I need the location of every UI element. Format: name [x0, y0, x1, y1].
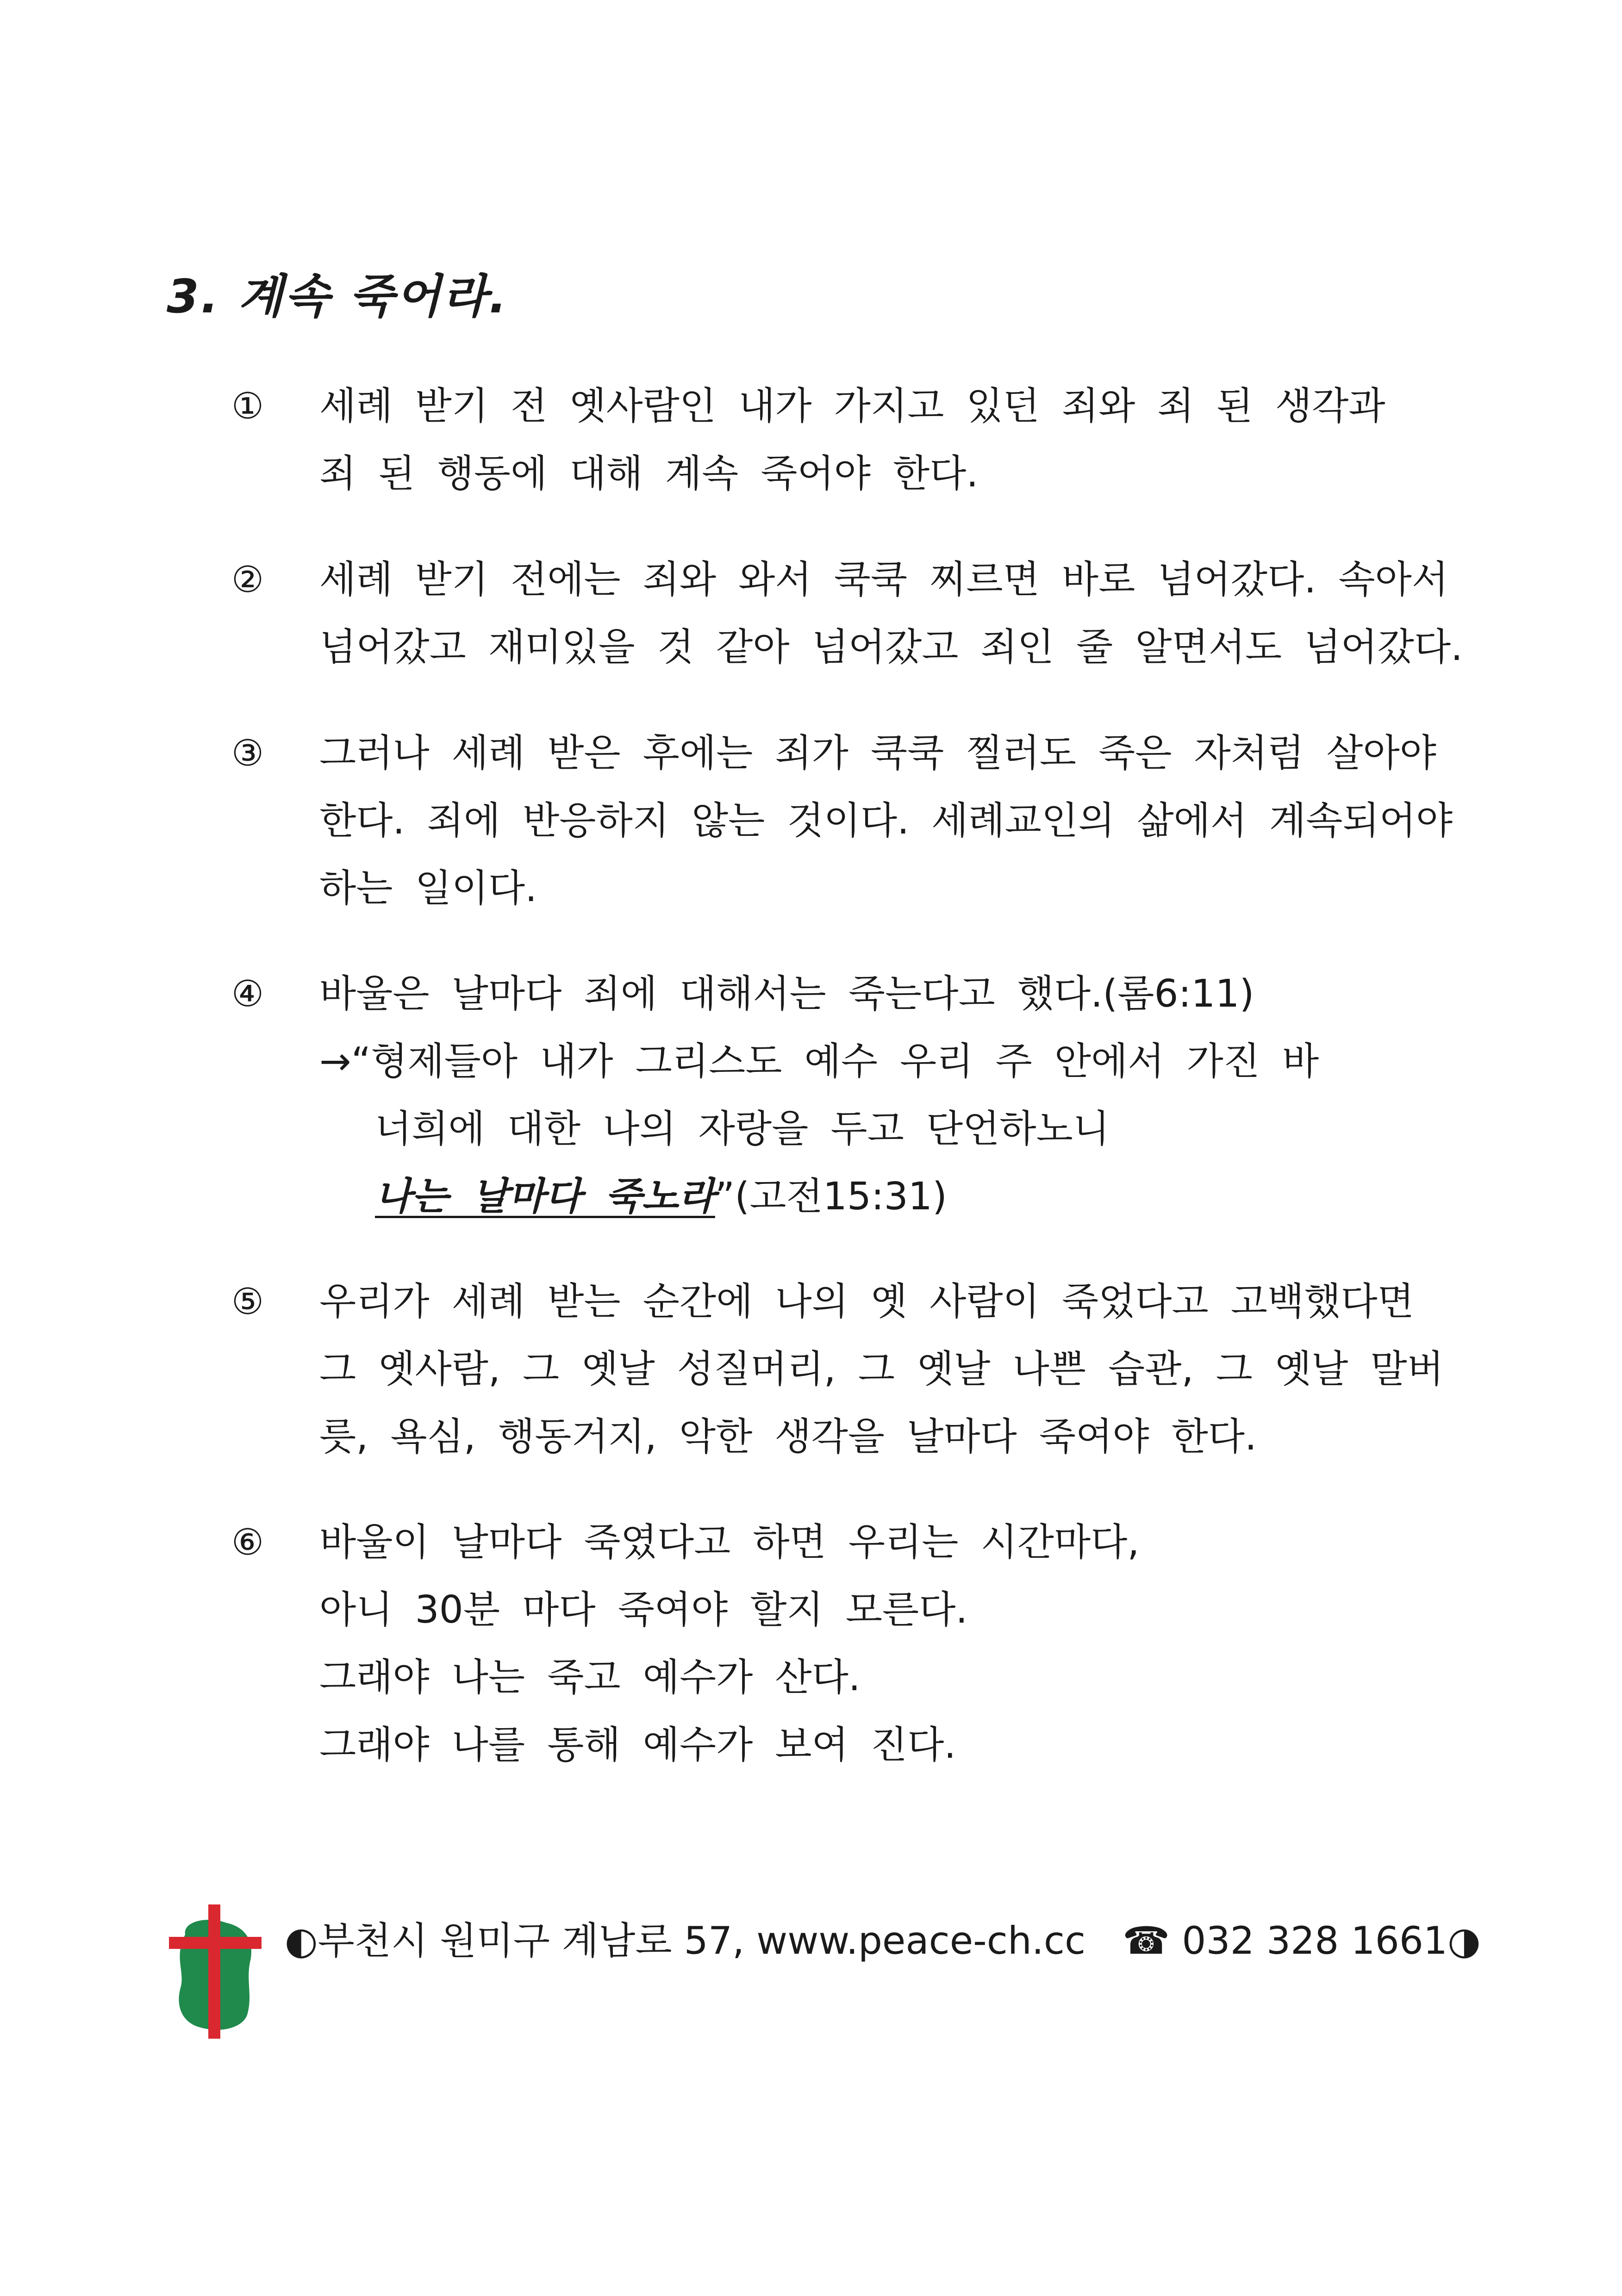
item-number: ⑥	[231, 1522, 264, 1563]
item-line: 한다. 죄에 반응하지 않는 것이다. 세례교인의 삶에서 계속되어야	[319, 799, 1453, 843]
church-footer	[167, 1902, 1481, 2069]
item-number: ④	[231, 973, 264, 1015]
section-heading: 3. 계속 죽어라.	[167, 269, 509, 324]
church-cross-logo	[167, 1902, 264, 2041]
quote-emphasis: 나는 날마다 죽노라	[375, 1175, 715, 1219]
item-line: 바울은 날마다 죄에 대해서는 죽는다고 했다.(롬6:11)	[319, 972, 1254, 1016]
item-line: 넘어갔고 재미있을 것 같아 넘어갔고 죄인 줄 알면서도 넘어갔다.	[319, 625, 1463, 669]
item-number: ②	[231, 559, 264, 601]
item-line: 그래야 나는 죽고 예수가 산다.	[319, 1655, 861, 1699]
logo-cross-horizontal	[169, 1937, 262, 1949]
list-item-2	[231, 546, 1518, 681]
item-line: 아니 30분 마다 죽여야 할지 모른다.	[319, 1588, 968, 1632]
scripture-quote-final-line	[319, 1163, 1518, 1231]
item-number: ③	[231, 733, 264, 774]
half-circle-right-icon: ◑	[1447, 1919, 1481, 1963]
item-line: 그러나 세례 받은 후에는 죄가 쿡쿡 찔러도 죽은 자처럼 살아야	[319, 731, 1436, 775]
list-item-6	[231, 1509, 1518, 1779]
quote-reference: ”(고전15:31)	[715, 1175, 947, 1219]
logo-cross-vertical	[208, 1904, 220, 2039]
item-line: 그 옛사람, 그 옛날 성질머리, 그 옛날 나쁜 습관, 그 옛날 말버	[319, 1347, 1444, 1391]
list-item-4	[231, 960, 1518, 1231]
item-line: 죄 된 행동에 대해 계속 죽어야 한다.	[319, 452, 979, 496]
item-line: 세례 받기 전 옛사람인 내가 가지고 있던 죄와 죄 된 생각과	[319, 384, 1385, 428]
item-line: 그래야 나를 통해 예수가 보여 진다.	[319, 1723, 956, 1767]
item-number: ⑤	[231, 1281, 264, 1323]
item-line: 릇, 욕심, 행동거지, 악한 생각을 날마다 죽여야 한다.	[319, 1415, 1257, 1459]
footer-contact	[285, 1916, 1481, 1965]
item-line: 하는 일이다.	[319, 866, 537, 910]
footer-phone: 032 328 1661	[1182, 1919, 1448, 1963]
list-item-1	[231, 373, 1518, 508]
footer-address: 부천시 원미구 계남로 57, www.peace-ch.cc	[318, 1919, 1086, 1963]
item-number: ①	[231, 386, 264, 427]
scripture-quote-line: →“형제들아 내가 그리스도 예수 우리 주 안에서 가진 바	[319, 1039, 1319, 1083]
item-line: 바울이 날마다 죽였다고 하면 우리는 시간마다,	[319, 1520, 1140, 1564]
half-circle-left-icon: ◐	[285, 1919, 318, 1963]
item-line: 세례 받기 전에는 죄와 와서 쿡쿡 찌르면 바로 넘어갔다. 속아서	[319, 558, 1448, 602]
scripture-quote-line: 너희에 대한 나의 자랑을 두고 단언하노니	[375, 1107, 1110, 1151]
list-item-3	[231, 720, 1518, 922]
phone-icon: ☎	[1123, 1919, 1170, 1963]
item-line: 우리가 세례 받는 순간에 나의 옛 사람이 죽었다고 고백했다면	[319, 1280, 1414, 1324]
list-item-5	[231, 1268, 1518, 1471]
